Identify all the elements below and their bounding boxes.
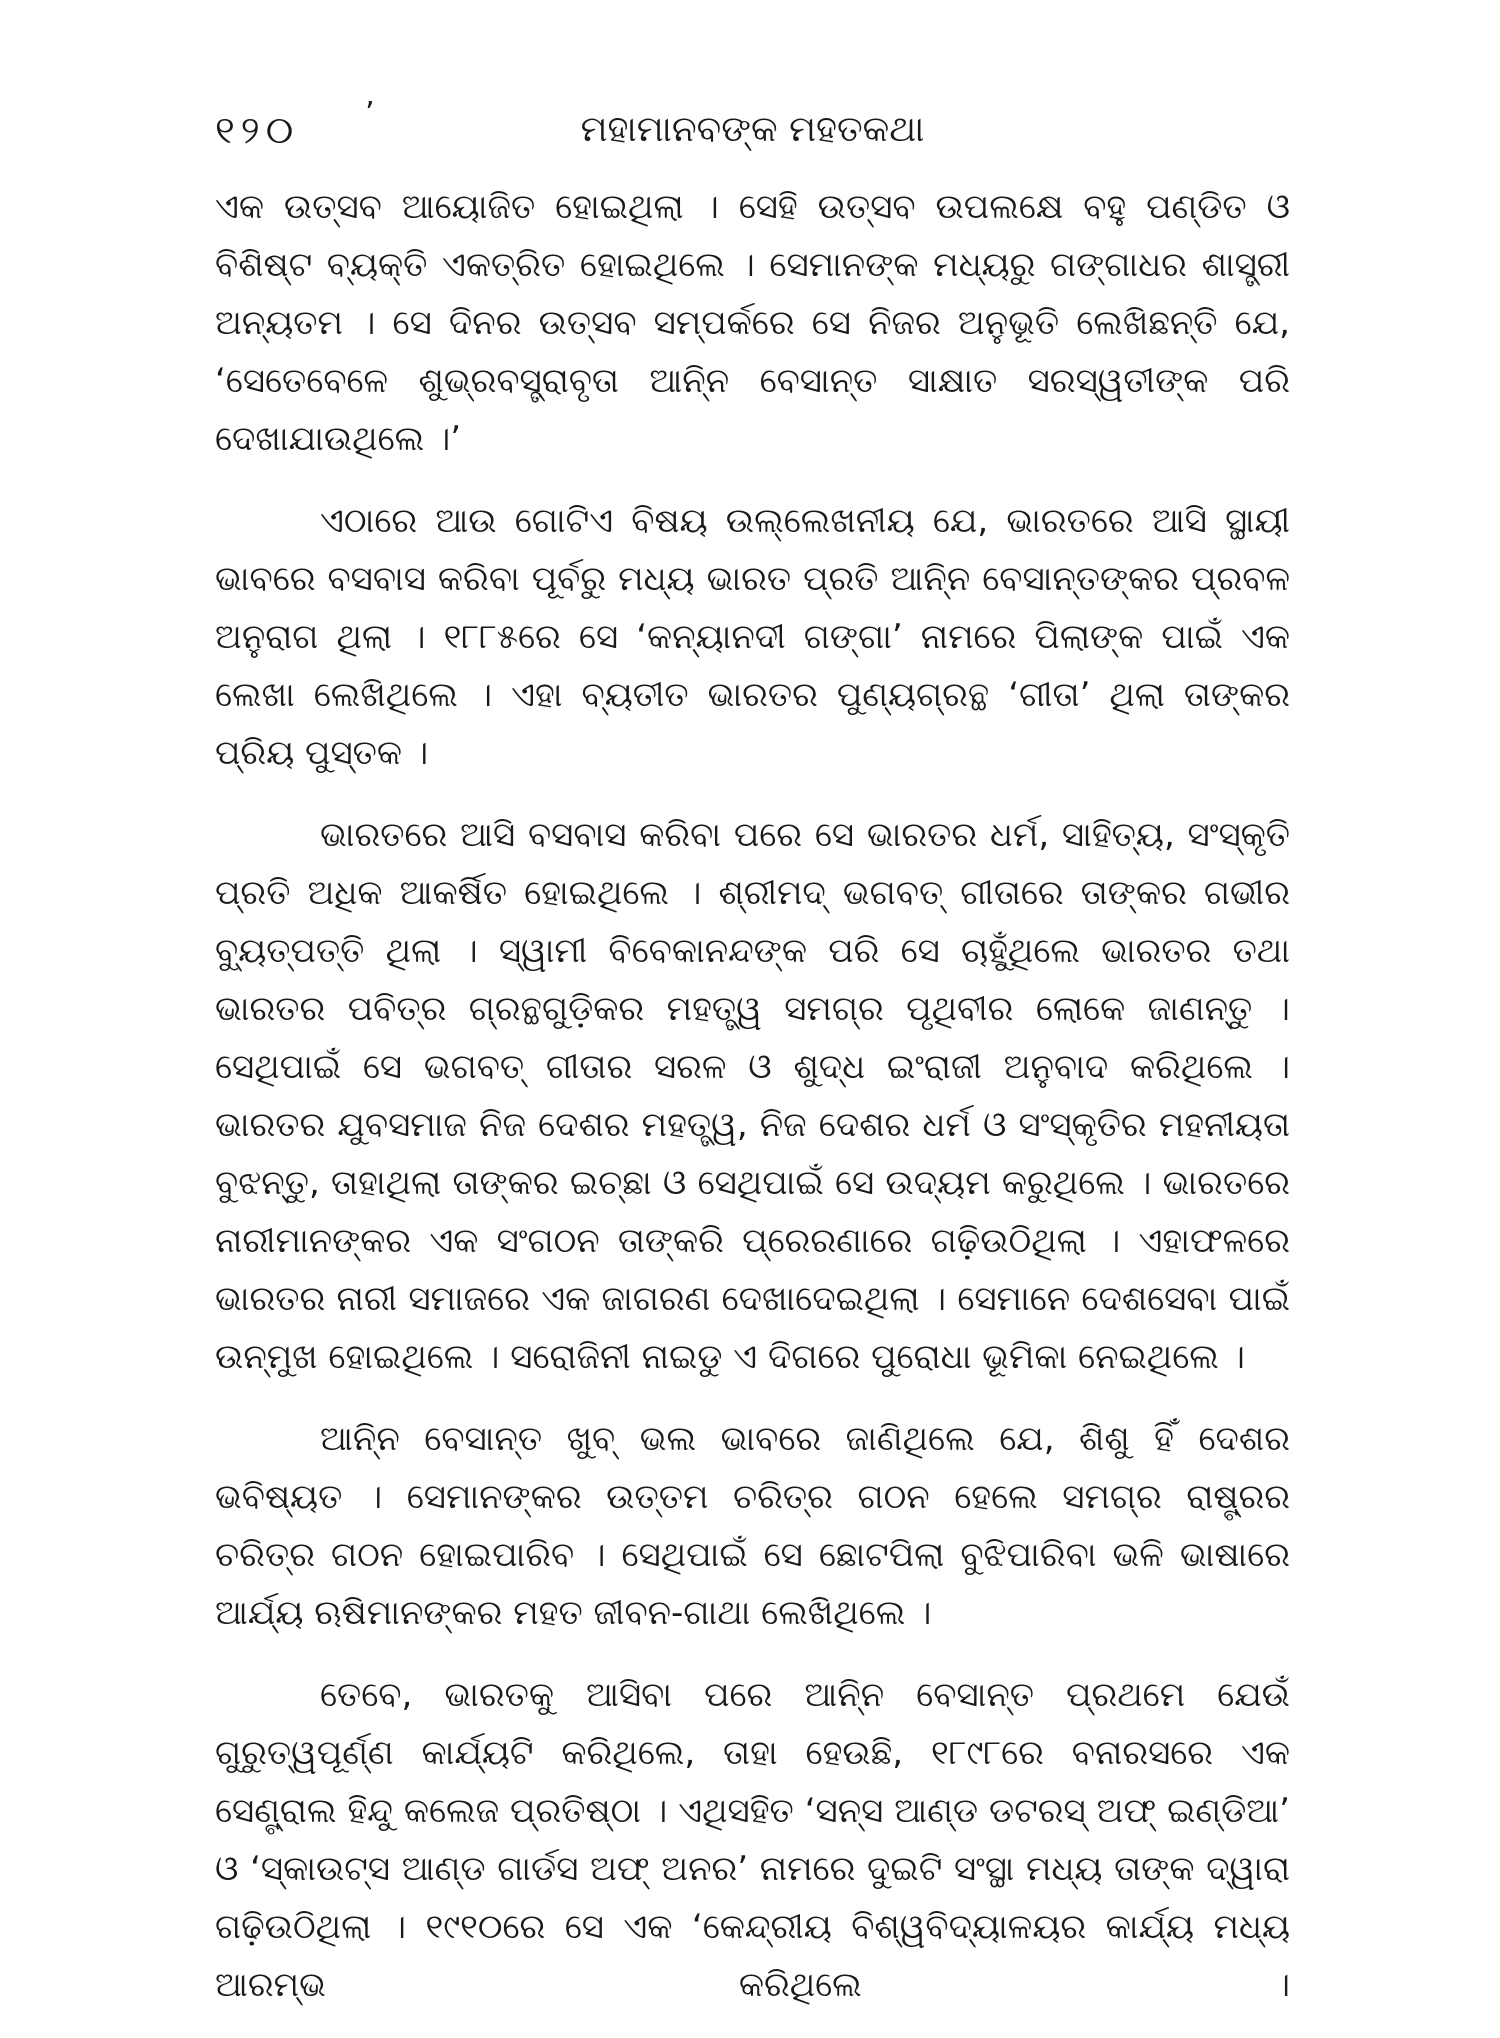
paragraph-1: ଏକ ଉତ୍ସବ ଆୟୋଜିତ ହୋଇଥିଲା । ସେହି ଉତ୍ସବ ଉପଲକ୍ଷେ ବହୁ ପଣ୍ଡିତ ଓ ବିଶିଷ୍ଟ ବ୍ୟକ୍ତି ଏକତ୍ରିତ ହୋଇଥିଲେ । ସେମାନଙ୍କ ମଧ୍ୟରୁ ଗଙ୍ଗାଧର ଶାସ୍ତ୍ରୀ ଅନ୍ୟତମ । ସେ ଦିନର ଉତ୍ସବ ସମ୍ପର୍କରେ ସେ ନିଜର ଅନୁଭୂତି ଲେଖିଛନ୍ତି ଯେ, ‘ସେତେବେଳେ ଶୁଭ୍ରବସ୍ତ୍ରାବୃତା ଆନି୍ନ ବେସାନ୍ତ ସାକ୍ଷାତ ସରସ୍ୱତୀଙ୍କ ପରି ଦେଖାଯାଉଥିଲେ ।’ <box>215 187 1290 459</box>
paragraph-2: ଏଠାରେ ଆଉ ଗୋଟିଏ ବିଷୟ ଉଲ୍ଲେଖନୀୟ ଯେ, ଭାରତରେ ଆସି ସ୍ଥାୟୀ ଭାବରେ ବସବାସ କରିବା ପୂର୍ବରୁ ମଧ୍ୟ ଭାରତ ପ୍ରତି ଆନି୍ନ ବେସାନ୍ତଙ୍କର ପ୍ରବଳ ଅନୁରାଗ ଥିଲା । ୧୮୮୫ରେ ସେ ‘କନ୍ୟାନଦୀ ଗଙ୍ଗା’ ନାମରେ ପିଲାଙ୍କ ପାଇଁ ଏକ ଲେଖା ଲେଖିଥିଲେ । ଏହା ବ୍ୟତୀତ ଭାରତର ପୁଣ୍ୟଗ୍ରନ୍ଥ ‘ଗୀତା’ ଥିଲା ତାଙ୍କର ପ୍ରିୟ ପୁସ୍ତକ । <box>215 501 1290 773</box>
paragraph-3: ଭାରତରେ ଆସି ବସବାସ କରିବା ପରେ ସେ ଭାରତର ଧର୍ମ, ସାହିତ୍ୟ, ସଂସ୍କୃତି ପ୍ରତି ଅଧିକ ଆକର୍ଷିତ ହୋଇଥିଲେ । ଶ୍ରୀମଦ୍ ଭଗବତ୍ ଗୀତାରେ ତାଙ୍କର ଗଭୀର ବ୍ୟୁତ୍ପତ୍ତି ଥିଲା । ସ୍ୱାମୀ ବିବେକାନନ୍ଦଙ୍କ ପରି ସେ ଚାହୁଁଥିଲେ ଭାରତର ତଥା ଭାରତର ପବିତ୍ର ଗ୍ରନ୍ଥଗୁଡ଼ିକର ମହତ୍ତ୍ୱ ସମଗ୍ର ପୃଥିବୀର ଲୋକେ ଜାଣନ୍ତୁ । ସେଥିପାଇଁ ସେ ଭଗବତ୍ ଗୀତାର ସରଳ ଓ ଶୁଦ୍ଧ ଇଂରାଜୀ ଅନୁବାଦ କରିଥିଲେ । ଭାରତର ଯୁବସମାଜ ନିଜ ଦେଶର ମହତ୍ତ୍ୱ, ନିଜ ଦେଶର ଧର୍ମ ଓ ସଂସ୍କୃତିର ମହନୀୟତା ବୁଝନ୍ତୁ, ତାହାଥିଲା ତାଙ୍କର ଇଚ୍ଛା ଓ ସେଥିପାଇଁ ସେ ଉଦ୍ୟମ କରୁଥିଲେ । ଭାରତରେ ନାରୀମାନଙ୍କର ଏକ ସଂଗଠନ ତାଙ୍କରି ପ୍ରେରଣାରେ ଗଢ଼ିଉଠିଥିଲା । ଏହାଫଳରେ ଭାରତର ନାରୀ ସମାଜରେ ଏକ ଜାଗରଣ ଦେଖାଦେଇଥିଲା । ସେମାନେ ଦେଶସେବା ପାଇଁ ଉନ୍ମୁଖ ହୋଇଥିଲେ । ସରୋଜିନୀ ନାଇଡୁ ଏ ଦିଗରେ ପୁରୋଧା ଭୂମିକା ନେଇଥିଲେ । <box>215 815 1290 1377</box>
paragraph-4: ଆନି୍ନ ବେସାନ୍ତ ଖୁବ୍ ଭଲ ଭାବରେ ଜାଣିଥିଲେ ଯେ, ଶିଶୁ ହିଁ ଦେଶର ଭବିଷ୍ୟତ । ସେମାନଙ୍କର ଉତ୍ତମ ଚରିତ୍ର ଗଠନ ହେଲେ ସମଗ୍ର ରାଷ୍ଟ୍ରର ଚରିତ୍ର ଗଠନ ହୋଇପାରିବ । ସେଥିପାଇଁ ସେ ଛୋଟପିଲା ବୁଝିପାରିବା ଭଳି ଭାଷାରେ ଆର୍ଯ୍ୟ ଋଷିମାନଙ୍କର ମହତ ଜୀବନ-ଗାଥା ଲେଖିଥିଲେ । <box>215 1419 1290 1633</box>
page-number: ୧୨୦ <box>215 108 300 152</box>
running-title: ମହାମାନବଙ୍କ ମହତକଥା <box>580 109 925 150</box>
header-mark: ’ <box>365 96 375 131</box>
body-text <box>215 178 1290 2038</box>
paragraph-5: ତେବେ, ଭାରତକୁ ଆସିବା ପରେ ଆନି୍ନ ବେସାନ୍ତ ପ୍ରଥମେ ଯେଉଁ ଗୁରୁତ୍ୱପୂର୍ଣ୍ଣ କାର୍ଯ୍ୟଟି କରିଥିଲେ, ତାହା ହେଉଛି, ୧୮୯୮ରେ ବନାରସରେ ଏକ ସେଣ୍ଟ୍ରାଲ ହିନ୍ଦୁ କଲେଜ ପ୍ରତିଷ୍ଠା । ଏଥିସହିତ ‘ସନ୍ସ ଆଣ୍ଡ ଡଟରସ୍ ଅଫ୍ ଇଣ୍ଡିଆ’ ଓ ‘ସ୍କାଉଟ୍ସ ଆଣ୍ଡ ଗାର୍ଡସ ଅଫ୍ ଅନର’ ନାମରେ ଦୁଇଟି ସଂସ୍ଥା ମଧ୍ୟ ତାଙ୍କ ଦ୍ୱାରା ଗଢ଼ିଉଠିଥିଲା । ୧୯୧୦ରେ ସେ ଏକ ‘କେନ୍ଦ୍ରୀୟ ବିଶ୍ୱବିଦ୍ୟାଳୟର କାର୍ଯ୍ୟ ମଧ୍ୟ ଆରମ୍ଭ କରିଥିଲେ । <box>215 1675 1290 2005</box>
page-header <box>215 96 1290 160</box>
